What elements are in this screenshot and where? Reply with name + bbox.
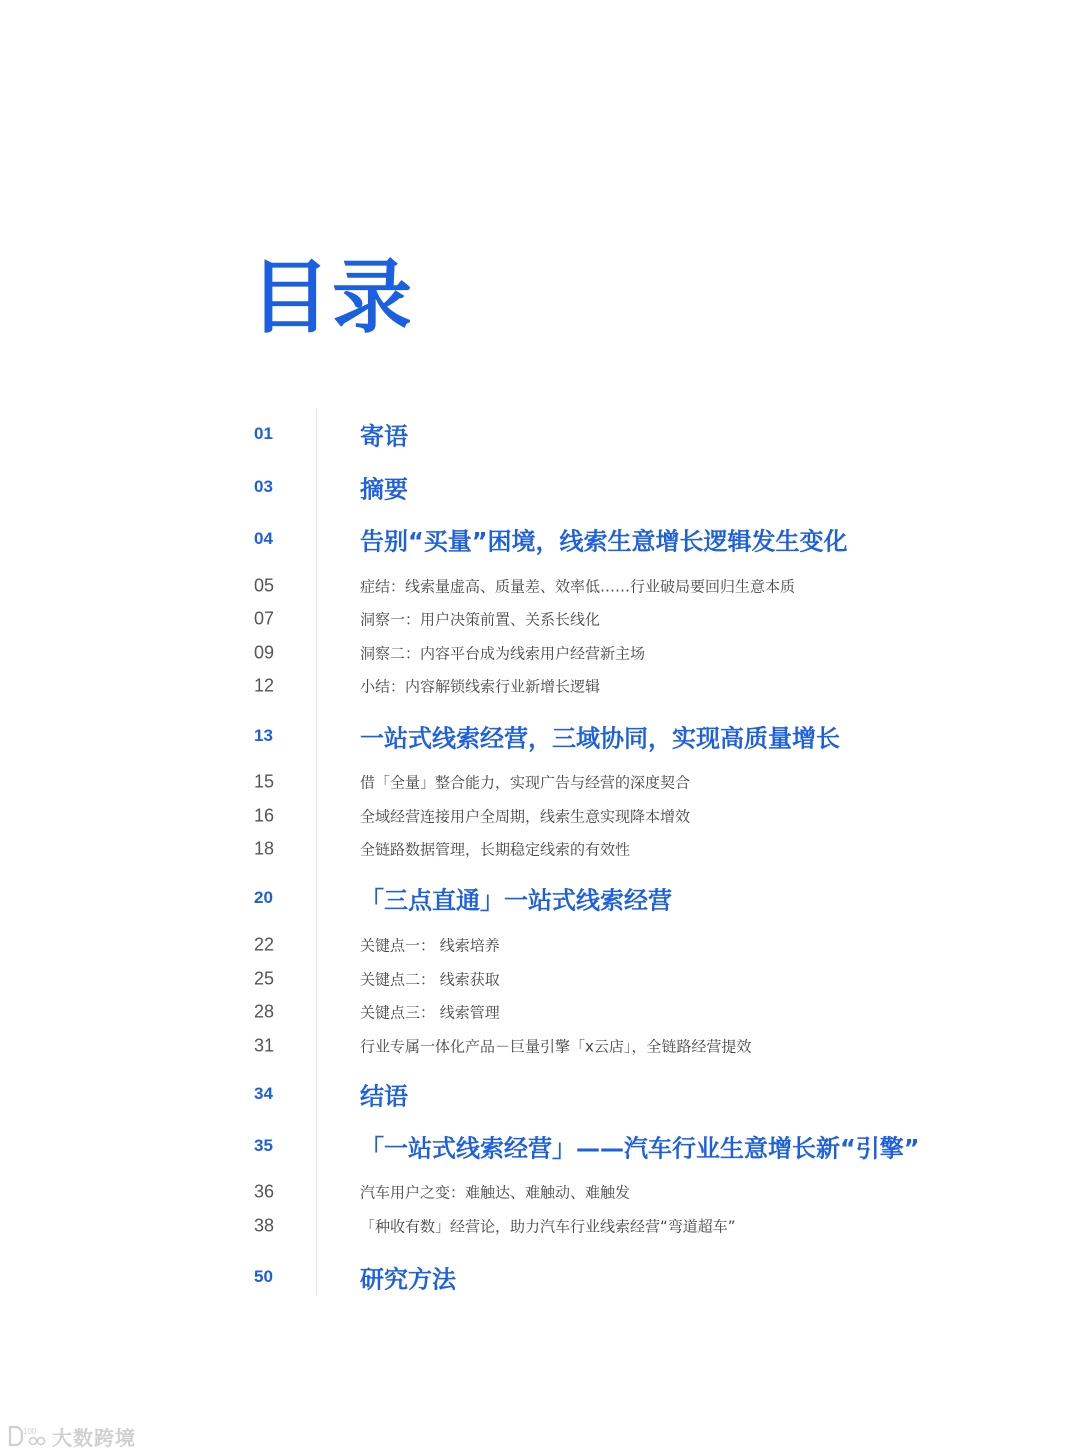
toc-entry-major[interactable] — [0, 878, 1080, 918]
toc-entry-title: 「三点直通」一站式线索经营 — [360, 886, 672, 915]
toc-page-number: 50 — [254, 1267, 273, 1286]
toc-entry-title: 洞察二：内容平台成为线索用户经营新主场 — [360, 644, 646, 663]
toc-page-number: 20 — [254, 888, 273, 907]
toc-entry-title: 关键点三： 线索管理 — [360, 1003, 500, 1022]
toc-entry-title: 一站式线索经营，三域协同，实现高质量增长 — [360, 724, 840, 753]
toc-entry[interactable] — [0, 666, 1080, 706]
toc-page-number: 05 — [254, 575, 275, 596]
toc-page-number: 18 — [254, 838, 275, 859]
toc-entry[interactable] — [0, 1026, 1080, 1066]
toc-entry-major[interactable] — [0, 716, 1080, 756]
page-title: 目录 — [250, 251, 414, 344]
toc-entry-title: 全域经营连接用户全周期，线索生意实现降本增效 — [360, 807, 691, 826]
toc-page-number: 16 — [254, 805, 275, 826]
toc-entry-title: 研究方法 — [360, 1265, 456, 1294]
toc-page-number: 01 — [254, 424, 273, 443]
toc-entry-major[interactable] — [0, 1074, 1080, 1114]
toc-page-number: 36 — [254, 1181, 275, 1202]
toc-entry-title: 全链路数据管理，长期稳定线索的有效性 — [360, 840, 631, 859]
toc-entry-major[interactable] — [0, 1257, 1080, 1297]
toc-entry-title: 结语 — [360, 1082, 408, 1111]
toc-page-number: 12 — [254, 675, 275, 696]
toc-entry-title: 寄语 — [360, 422, 408, 451]
toc-entry-title: 小结：内容解锁线索行业新增长逻辑 — [360, 677, 601, 696]
toc-entry[interactable] — [0, 829, 1080, 869]
toc-page-number: 28 — [254, 1001, 275, 1022]
toc-entry-title: 洞察一：用户决策前置、关系长线化 — [360, 610, 601, 629]
toc-page-number: 09 — [254, 642, 275, 663]
toc-page-number: 04 — [254, 529, 273, 548]
toc-entry-title: 症结：线索量虚高、质量差、效率低……行业破局要回归生意本质 — [360, 577, 796, 596]
toc-page-number: 35 — [254, 1136, 273, 1155]
toc-page-number: 25 — [254, 968, 275, 989]
toc-page-number: 13 — [254, 726, 273, 745]
toc-page-number: 31 — [254, 1035, 275, 1056]
toc-entry-major[interactable] — [0, 414, 1080, 454]
toc-entry-title: 告别“买量”困境，线索生意增长逻辑发生变化 — [360, 527, 848, 556]
toc-entry-title: 关键点二： 线索获取 — [360, 970, 500, 989]
d100-logo-icon — [6, 1424, 46, 1448]
toc-page-number: 07 — [254, 608, 275, 629]
toc-entry-title: 汽车用户之变：难触达、难触动、难触发 — [360, 1183, 631, 1202]
toc-entry-title: 「种收有数」经营论，助力汽车行业线索经营“弯道超车” — [360, 1217, 736, 1236]
toc-page-number: 15 — [254, 771, 275, 792]
toc-page-number: 03 — [254, 477, 273, 496]
toc-entry-title: 借「全量」整合能力，实现广告与经营的深度契合 — [360, 773, 691, 792]
toc-page-number: 22 — [254, 934, 275, 955]
toc-entry-major[interactable] — [0, 519, 1080, 559]
toc-entry-title: 行业专属一体化产品－巨量引擎「x云店」，全链路经营提效 — [360, 1037, 752, 1056]
toc-entry-major[interactable] — [0, 467, 1080, 507]
toc-entry-title: 摘要 — [360, 475, 408, 504]
toc-page-number: 38 — [254, 1215, 275, 1236]
watermark — [6, 1421, 136, 1451]
watermark-text: 大数跨境 — [52, 1425, 136, 1450]
toc-page-number: 34 — [254, 1084, 273, 1103]
svg-text:100: 100 — [23, 1427, 37, 1436]
toc-entry-title: 关键点一： 线索培养 — [360, 936, 500, 955]
toc-entry-major[interactable] — [0, 1126, 1080, 1166]
toc-entry-title: 「一站式线索经营」——汽车行业生意增长新“引擎” — [360, 1134, 920, 1163]
toc-entry[interactable] — [0, 1206, 1080, 1246]
